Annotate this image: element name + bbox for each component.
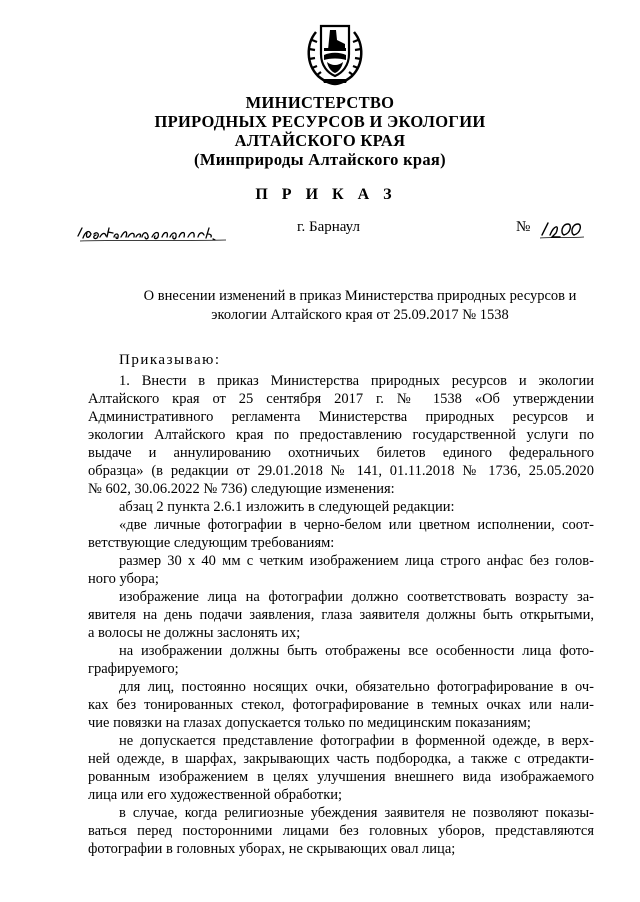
ministry-line-2: ПРИРОДНЫХ РЕСУРСОВ И ЭКОЛОГИИ [154, 112, 486, 131]
body-line: фотографии в головных уборах, не скрывающих овал лица; [88, 841, 456, 857]
body-line: размер 30 х 40 мм с четким изображением лица строго анфас без голов- [119, 553, 594, 569]
order-subject [100, 287, 620, 325]
body-line: «две личные фотографии в черно-белом или цветном исполнении, соот- [119, 517, 594, 533]
body-line: ках без тонированных стекол, фотографирование в темных очках или нали- [88, 697, 594, 713]
body-line: Алтайского края от 25 сентября 2017 г. № 1538 «Об утверждении [88, 391, 594, 407]
body-line: 1. Внести в приказ Министерства природных ресурсов и экологии [119, 373, 594, 389]
body-line: выдаче и аннулированию охотничьих билетов единого федерального [88, 445, 594, 461]
body-line: чие повязки на глазах допускается только по медицинским показаниям; [88, 715, 531, 731]
body-line: в случае, когда религиозные убеждения заявителя не позволяют показы- [119, 805, 594, 821]
handwritten-number [538, 218, 586, 240]
ministry-line-3: АЛТАЙСКОГО КРАЯ [234, 131, 406, 150]
number-label: № [516, 219, 531, 235]
body-line: ней одежде, в шарфах, закрывающих часть подбородка, а также с отредакти- [88, 751, 594, 767]
body-line: на изображении должны быть отображены все особенности лица фото- [119, 643, 594, 659]
body-line: экологии Алтайского края по предоставлению государственной услуги по [88, 427, 594, 443]
body-line: ного убора; [88, 571, 159, 587]
body-line: для лиц, постоянно носящих очки, обязательно фотографирование в оч- [119, 679, 594, 695]
body-line: ваться перед посторонними лицами без головных уборов, представляются [88, 823, 594, 839]
coat-of-arms-icon [300, 18, 370, 88]
body-line: не допускается представление фотографии в форменной одежде, в верх- [119, 733, 594, 749]
city-label: г. Барнаул [297, 219, 360, 235]
body-line: ветствующие следующим требованиям: [88, 535, 335, 551]
ministry-line-1: МИНИСТЕРСТВО [245, 93, 395, 112]
order-body [88, 372, 594, 858]
body-line: рованным изображением в целях улучшения внешнего вида изображаемого [88, 769, 594, 785]
subject-line-2: экологии Алтайского края от 25.09.2017 № 1538 [211, 307, 509, 323]
body-line: Административного регламента Министерства природных ресурсов и [88, 409, 594, 425]
ministry-name [0, 93, 640, 169]
handwritten-date [76, 222, 236, 244]
subject-line-1: О внесении изменений в приказ Министерства природных ресурсов и [143, 288, 577, 304]
body-line: образца» (в редакции от 29.01.2018 № 141, 01.11.2018 № 1736, 25.05.2020 [88, 463, 594, 479]
order-directive-word: Приказываю: [119, 352, 221, 368]
body-line: явителя на день подачи заявления, глаза заявителя должны быть открытыми, [88, 607, 594, 623]
body-line: графируемого; [88, 661, 179, 677]
body-line: лица или его художественной обработки; [88, 787, 343, 803]
body-line: а волосы не должны заслонять их; [88, 625, 301, 641]
ministry-line-4: (Минприроды Алтайского края) [194, 150, 446, 169]
body-line: изображение лица на фотографии должно соответствовать возрасту за- [119, 589, 594, 605]
document-type-title: П Р И К А З [255, 186, 397, 203]
body-line: абзац 2 пункта 2.6.1 изложить в следующей редакции: [119, 499, 455, 515]
body-line: № 602, 30.06.2022 № 736) следующие изменения: [88, 481, 395, 497]
